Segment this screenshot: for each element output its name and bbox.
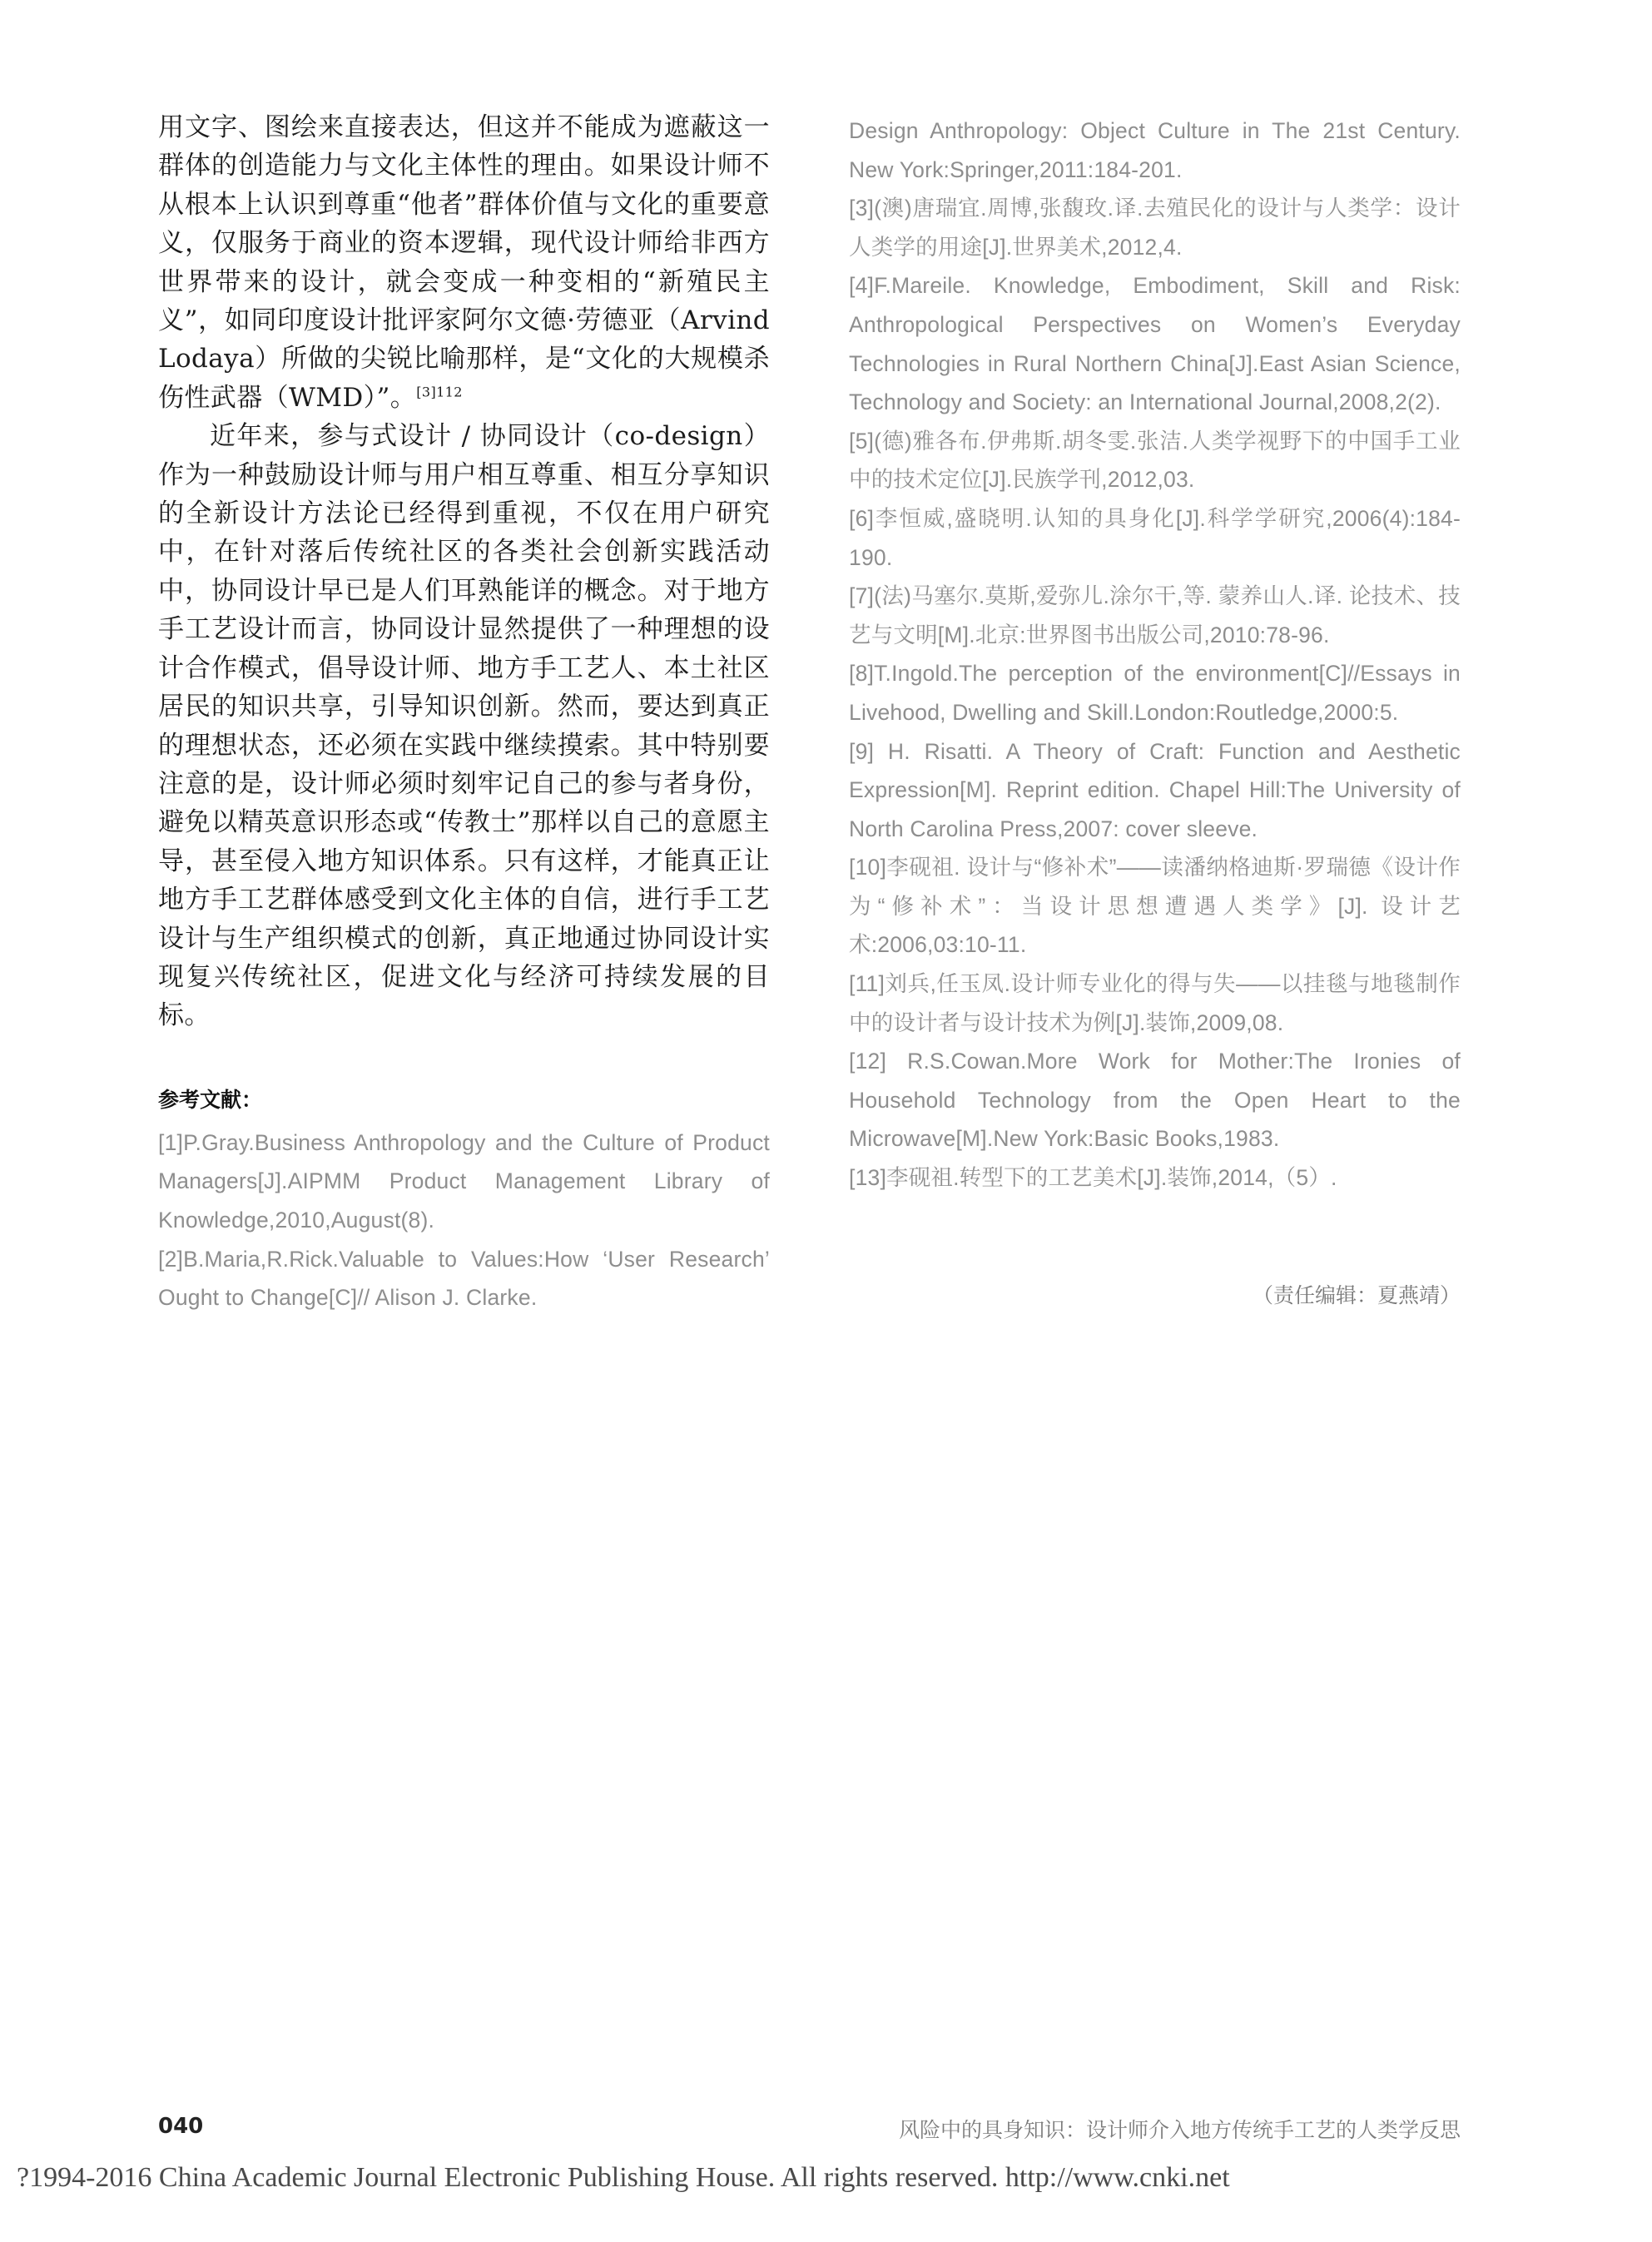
reference-item: [1]P.Gray.Business Anthropology and the Culture of Product Managers[J].AIPMM Product Management Library of Knowledge,2010,August(8).: [158, 1129, 770, 1233]
reference-item: [13]李砚祖.转型下的工艺美术[J].装饰,2014,（5）.: [849, 1165, 1337, 1191]
left-column: [158, 108, 770, 1317]
reference-item: [8]T.Ingold.The perception of the environment[C]//Essays in Livehood, Dwelling and Skill.London:Routledge,2000:5.: [849, 661, 1461, 725]
reference-item: [9] H. Risatti. A Theory of Craft: Function and Aesthetic Expression[M]. Reprint edition. Chapel Hill:The University of North Carolina Press,2007: cover sleeve.: [849, 738, 1461, 841]
running-title: 风险中的具身知识：设计师介入地方传统手工艺的人类学反思: [898, 2118, 1461, 2142]
body-paragraph-1: [158, 108, 770, 417]
reference-item: Design Anthropology: Object Culture in The 21st Century. New York:Springer,2011:184-201.: [849, 118, 1461, 182]
references-heading: 参考文献：: [158, 1087, 263, 1112]
responsible-editor: （责任编辑：夏燕靖）: [1252, 1283, 1461, 1307]
body-paragraph-2: 近年来，参与式设计 / 协同设计（co-design）作为一种鼓励设计师与用户相互尊重、相互分享知识的全新设计方法论已经得到重视，不仅在用户研究中，在针对落后传统社区的各类社会创新实践活动中，协同设计早已是人们耳熟能详的概念。对于地方手工艺设计而言，协同设计显然提供了一种理想的设计合作模式，倡导设计师、地方手工艺人、本土社区居民的知识共享，引导知识创新。然而，要达到真正的理想状态，还必须在实践中继续摸索。其中特别要注意的是，设计师必须时刻牢记自己的参与者身份，避免以精英意识形态或“传教士”那样以自己的意愿主导，甚至侵入地方知识体系。只有这样，才能真正让地方手工艺群体感受到文化主体的自信，进行手工艺设计与生产组织模式的创新，真正地通过协同设计实现复兴传统社区，促进文化与经济可持续发展的目标。: [158, 421, 770, 1031]
body-paragraph-1-text: 用文字、图绘来直接表达，但这并不能成为遮蔽这一群体的创造能力与文化主体性的理由。如果设计师不从根本上认识到尊重“他者”群体价值与文化的重要意义，仅服务于商业的资本逻辑，现代设计师给非西方世界带来的设计，就会变成一种变相的“新殖民主义”，如同印度设计批评家阿尔文德·劳德亚（Arvind Lodaya）所做的尖锐比喻那样，是“文化的大规模杀伤性武器（WMD）”。: [158, 112, 770, 413]
citation-marker: [3]112: [416, 384, 463, 400]
reference-item: [3](澳)唐瑞宜.周博,张馥玫.译.去殖民化的设计与人类学：设计人类学的用途[J].世界美术,2012,4.: [849, 196, 1461, 260]
reference-item: [2]B.Maria,R.Rick.Valuable to Values:How ‘User Research’ Ought to Change[C]// Alison J. Clarke.: [158, 1246, 770, 1311]
reference-item: [6]李恒威,盛晓明.认知的具身化[J].科学学研究,2006(4):184-190.: [849, 505, 1461, 570]
reference-item: [7](法)马塞尔.莫斯,爱弥儿.涂尔干,等. 蒙养山人.译. 论技术、技艺与文明[M].北京:世界图书出版公司,2010:78-96.: [849, 583, 1461, 647]
reference-item: [11]刘兵,任玉凤.设计师专业化的得与失——以挂毯与地毯制作中的设计者与设计技术为例[J].装饰,2009,08.: [849, 971, 1461, 1035]
right-column: [849, 112, 1461, 1198]
reference-item: [4]F.Mareile. Knowledge, Embodiment, Skill and Risk: Anthropological Perspectives on Women’s Everyday Technologies in Rural Northern China[J].East Asian Science, Technology and Society: an International Journal,2008,2(2).: [849, 273, 1461, 415]
reference-item: [10]李砚祖. 设计与“修补术”——读潘纳格迪斯·罗瑞德《设计作为“修补术”：当设计思想遭遇人类学》[J]. 设计艺术:2006,03:10-11.: [849, 855, 1461, 958]
copyright-notice: ?1994-2016 China Academic Journal Electronic Publishing House. All rights reserved. http://www.cnki.net: [17, 2162, 1230, 2193]
reference-item: [12] R.S.Cowan.More Work for Mother:The Ironies of Household Technology from the Open Heart to the Microwave[M].New York:Basic Books,1983.: [849, 1049, 1461, 1152]
reference-item: [5](德)雅各布.伊弗斯.胡冬雯.张洁.人类学视野下的中国手工业中的技术定位[J].民族学刊,2012,03.: [849, 428, 1461, 493]
page-number: 040: [158, 2114, 204, 2139]
